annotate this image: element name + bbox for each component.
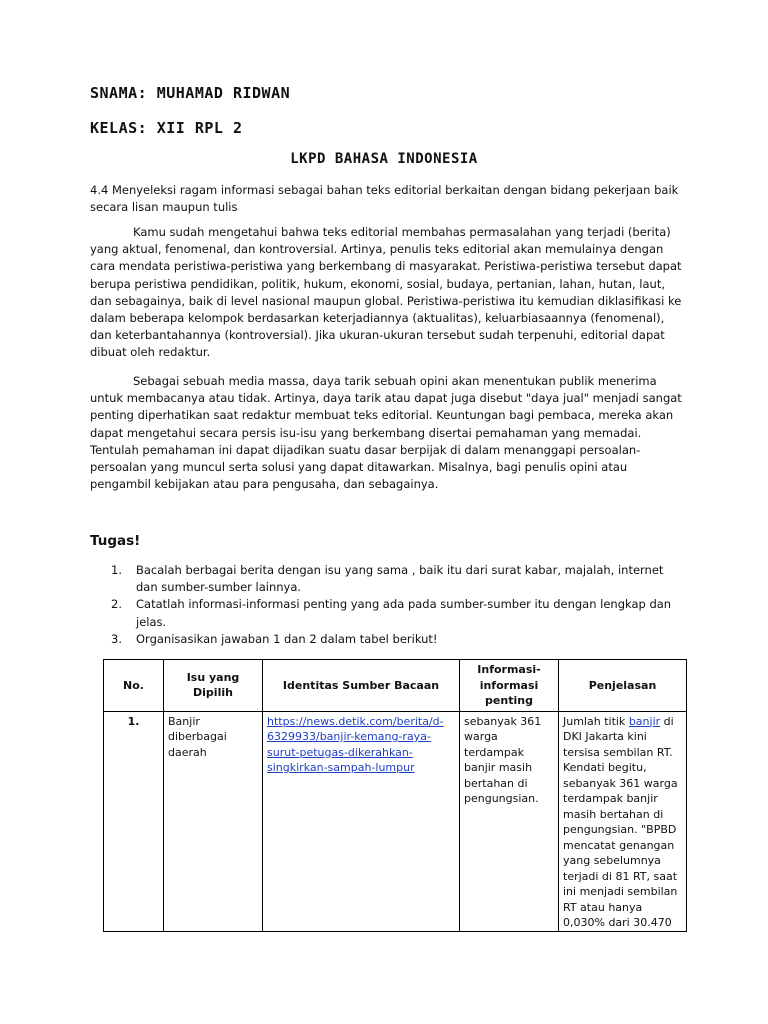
cell-informasi: sebanyak 361 warga terdampak banjir masih bertahan di pengungsian. bbox=[460, 711, 559, 931]
page-title: LKPD BAHASA INDONESIA bbox=[290, 151, 478, 167]
task-number: 2. bbox=[111, 597, 122, 612]
answer-table bbox=[103, 659, 687, 932]
header-penjelasan: Penjelasan bbox=[559, 660, 687, 712]
tugas-heading: Tugas! bbox=[90, 533, 141, 549]
cell-penjelasan bbox=[559, 711, 687, 931]
task-item bbox=[90, 562, 680, 596]
student-class: KELAS: XII RPL 2 bbox=[90, 119, 243, 137]
paragraph-2: Sebagai sebuah media massa, daya tarik sebuah opini akan menentukan publik menerima untuk membacanya atau tidak. Artinya, daya tarik atau dapat juga disebut "daya jual" menjadi sangat penting diperhatikan saat redaktur membuat teks editorial. Keuntungan bagi pembaca, mereka akan dapat mengetahui secara persis isu-isu yang berkembang disertai pemahaman yang memadai. Tentulah pemahaman ini dapat dijadikan suatu dasar berpijak di dalam menanggapi persoalan-persoalan yang muncul serta solusi yang dapat ditawarkan. Misalnya, bagi penulis opini atau pengambil kebijakan atau para pengusaha, dan sebagainya. bbox=[90, 374, 682, 492]
table-header-row bbox=[104, 660, 687, 712]
penjelasan-text-rest: di DKI Jakarta kini tersisa sembilan RT. Kendati begitu, sebanyak 361 warga terdampak banjir masih bertahan di pengungsian. "BPBD mencatat genangan yang sebelumnya terjadi di 81 RT, saat ini menjadi sembilan RT atau hanya 0,030% dari 30.470 bbox=[563, 714, 678, 929]
task-list bbox=[90, 562, 680, 648]
header-informasi: Informasi-informasi penting bbox=[460, 660, 559, 712]
student-name: SNAMA: MUHAMAD RIDWAN bbox=[90, 84, 291, 102]
cell-no: 1. bbox=[104, 711, 164, 931]
task-item bbox=[90, 596, 680, 630]
task-text: Bacalah berbagai berita dengan isu yang sama , baik itu dari surat kabar, majalah, internet dan sumber-sumber lainnya. bbox=[136, 563, 664, 595]
penjelasan-text-start: Jumlah titik bbox=[563, 714, 629, 728]
header-isu: Isu yang Dipilih bbox=[164, 660, 263, 712]
header-no: No. bbox=[104, 660, 164, 712]
basic-competency-text: 4.4 Menyeleksi ragam informasi sebagai bahan teks editorial berkaitan dengan bidang pekerjaan baik secara lisan maupun tulis bbox=[90, 183, 679, 214]
task-number: 3. bbox=[111, 631, 122, 646]
task-number: 1. bbox=[111, 563, 122, 577]
table-row bbox=[104, 711, 687, 931]
cell-isu: Banjir diberbagai daerah bbox=[164, 711, 263, 931]
header-sumber: Identitas Sumber Bacaan bbox=[263, 660, 460, 712]
banjir-link[interactable]: banjir bbox=[628, 714, 661, 728]
task-item bbox=[90, 631, 680, 648]
task-text: Catatlah informasi-informasi penting yang ada pada sumber-sumber itu dengan lengkap dan jelas. bbox=[136, 597, 672, 629]
task-text: Organisasikan jawaban 1 dan 2 dalam tabel berikut! bbox=[136, 631, 438, 646]
paragraph-1: Kamu sudah mengetahui bahwa teks editorial membahas permasalahan yang terjadi (berita) yang aktual, fenomenal, dan kontroversial. Artinya, penulis teks editorial akan memulainya dengan cara mendata peristiwa-peristiwa yang berkembang di masyarakat. Peristiwa-peristiwa tersebut dapat berupa peristiwa pendidikan, politik, hukum, ekonomi, sosial, budaya, pertanian, lahan, hutan, laut, dan sebagainya, baik di level nasional maupun global. Peristiwa-peristiwa itu kemudian diklasifikasi ke dalam beberapa kelompok berdasarkan keterjadiannya (aktualitas), keluarbiasaannya (fenomenal), dan keterbantahannya (kontroversial). Jika ukuran-ukuran tersebut sudah terpenuhi, editorial dapat dibuat oleh redaktur. bbox=[90, 225, 682, 360]
cell-sumber bbox=[263, 711, 460, 931]
source-link[interactable]: https://news.detik.com/berita/d-6329933/banjir-kemang-raya-surut-petugas-dikerahkan-singkirkan-sampah-lumpur bbox=[267, 714, 444, 774]
